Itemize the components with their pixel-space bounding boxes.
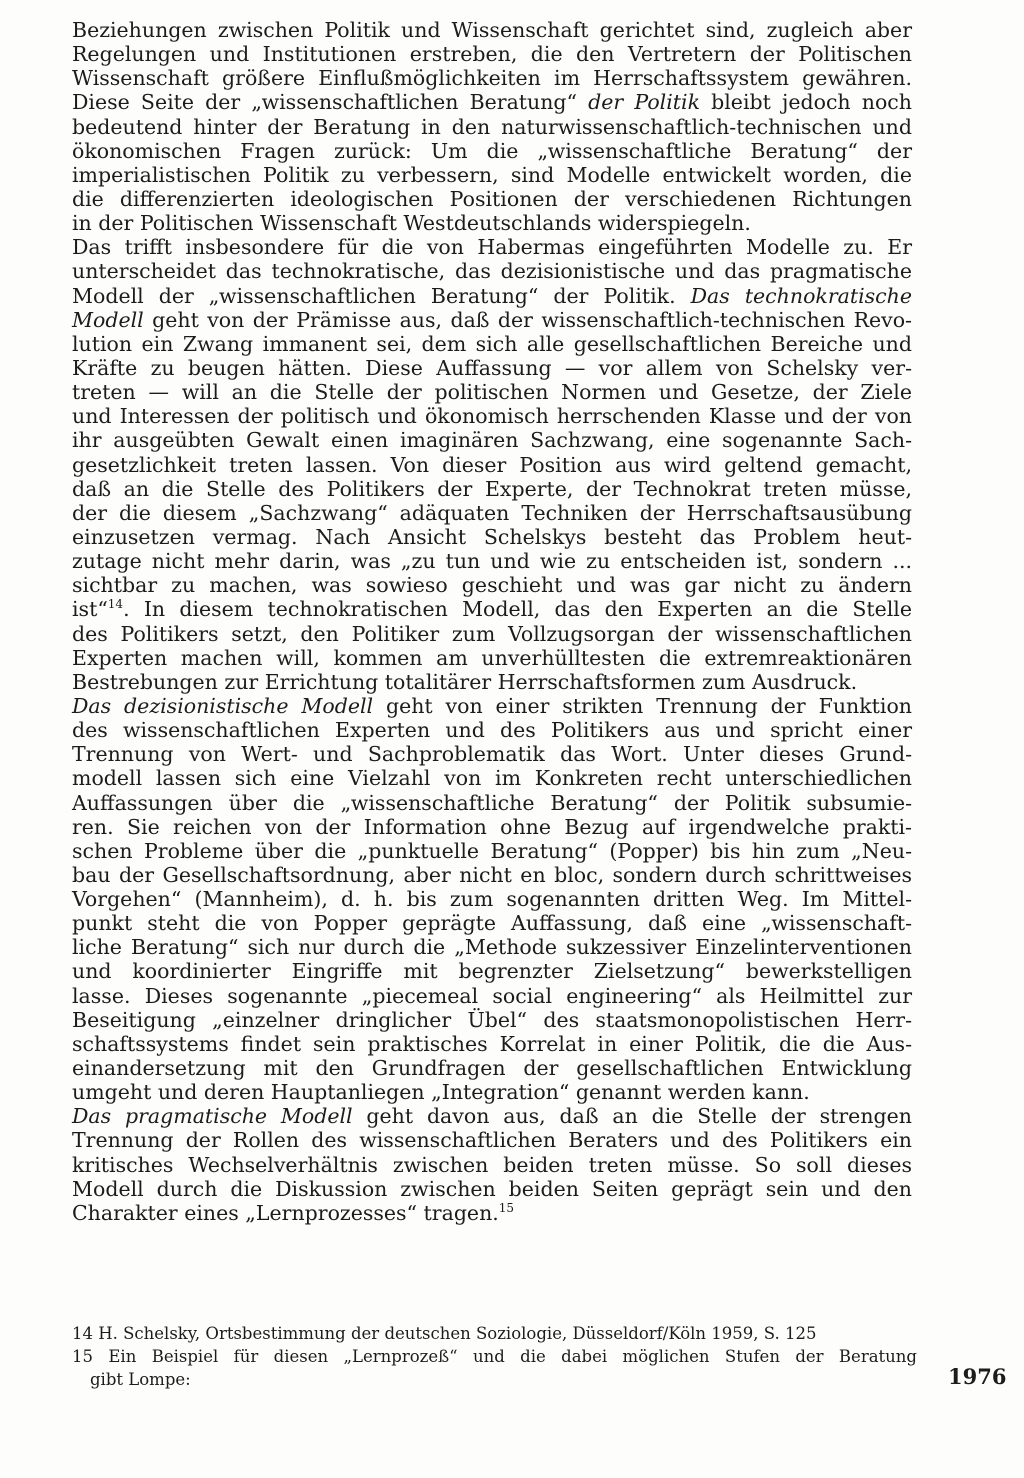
text-line: unterscheidet das technokratische, das dezisionistische und das pragmatische bbox=[72, 259, 912, 284]
text-line: Beziehungen zwischen Politik und Wissenschaft gerichtet sind, zugleich aber bbox=[72, 18, 912, 42]
text-line: Auffassungen über die „wissenschaftliche Beratung“ der Politik subsumie- bbox=[72, 790, 912, 815]
text-line: die differenzierten ideologischen Positionen der verschiedenen Richtungen bbox=[72, 186, 912, 211]
text-line: Modell geht von der Prämisse aus, daß der wissenschaftlich-technischen Revo- bbox=[72, 307, 912, 332]
text-line: bedeutend hinter der Beratung in den naturwissenschaftlich-technischen und bbox=[72, 114, 912, 139]
text-line: Das trifft insbesondere für die von Habermas eingeführten Modelle zu. Er bbox=[72, 235, 912, 260]
text-line: ihr ausgeübten Gewalt einen imaginären Sachzwang, eine sogenannte Sach- bbox=[72, 428, 912, 453]
text-line: Das pragmatische Modell geht davon aus, daß an die Stelle der strengen bbox=[72, 1104, 912, 1129]
text-line: umgeht und deren Hauptanliegen „Integration“ genannt werden kann. bbox=[72, 1080, 810, 1105]
text-line: kritisches Wechselverhältnis zwischen beiden treten müsse. So soll dieses bbox=[72, 1152, 912, 1177]
text-line: ist“$^{14}$. In diesem technokratischen Modell, das den Experten an die Stelle bbox=[72, 597, 912, 622]
text-line: zutage nicht mehr darin, was „zu tun und wie zu entscheiden ist, sondern ... bbox=[72, 549, 912, 574]
footnotes bbox=[72, 1322, 917, 1391]
text-line: punkt steht die von Popper geprägte Auffassung, daß eine „wissenschaft- bbox=[72, 911, 912, 936]
text-line: imperialistischen Politik zu verbessern, sind Modelle entwickelt worden, die bbox=[72, 162, 912, 187]
text-line: lasse. Dieses sogenannte „piecemeal social engineering“ als Heilmittel zur bbox=[72, 983, 912, 1008]
text-line: Modell der „wissenschaftlichen Beratung“ der Politik. Das technokratische bbox=[72, 283, 912, 308]
text-line: sichtbar zu machen, was sowieso geschieht und was gar nicht zu ändern bbox=[72, 573, 912, 598]
text-line: der die diesem „Sachzwang“ adäquaten Techniken der Herrschaftsausübung bbox=[72, 500, 912, 525]
text-line: einzusetzen vermag. Nach Ansicht Schelskys besteht das Problem heut- bbox=[72, 524, 912, 549]
text-line: Trennung der Rollen des wissenschaftlichen Beraters und des Politikers ein bbox=[72, 1128, 912, 1153]
text-line: gesetzlichkeit treten lassen. Von dieser Position aus wird geltend gemacht, bbox=[72, 452, 912, 477]
text-line: ökonomischen Fragen zurück: Um die „wissenschaftliche Beratung“ der bbox=[72, 138, 912, 163]
footnote-ref-15: 15 bbox=[498, 1201, 515, 1216]
footnote-15-continuation: gibt Lompe: bbox=[90, 1370, 191, 1389]
text-line: Das dezisionistische Modell geht von einer strikten Trennung der Funktion bbox=[72, 693, 912, 718]
text-line: des wissenschaftlichen Experten und des Politikers aus und spricht einer bbox=[72, 718, 912, 743]
text-line: des Politikers setzt, den Politiker zum Vollzugsorgan der wissenschaftlichen bbox=[72, 621, 912, 646]
text-line: treten — will an die Stelle der politischen Normen und Gesetze, der Ziele bbox=[72, 380, 912, 405]
text-line: in der Politischen Wissenschaft Westdeutschlands widerspiegeln. bbox=[72, 211, 751, 236]
text-line: Bestrebungen zur Errichtung totalitärer Herrschaftsformen zum Ausdruck. bbox=[72, 669, 858, 694]
text-line: Trennung von Wert- und Sachproblematik das Wort. Unter dieses Grund- bbox=[72, 742, 912, 767]
text-line: daß an die Stelle des Politikers der Experte, der Technokrat treten müsse, bbox=[72, 476, 912, 501]
text-line: Wissenschaft größere Einflußmöglichkeiten im Herrschaftssystem gewähren. bbox=[72, 66, 912, 91]
text-line: und Interessen der politisch und ökonomisch herrschenden Klasse und der von bbox=[72, 404, 912, 429]
text-line: und koordinierter Eingriffe mit begrenzter Zielsetzung“ bewerkstelligen bbox=[72, 959, 912, 984]
text-line: liche Beratung“ sich nur durch die „Methode sukzessiver Einzelinterventionen bbox=[72, 935, 912, 960]
footnote-14: 14 H. Schelsky, Ortsbestimmung der deutschen Soziologie, Düsseldorf/Köln 1959, S. 125 bbox=[72, 1324, 817, 1343]
text-line: einandersetzung mit den Grundfragen der gesellschaftlichen Entwicklung bbox=[72, 1056, 912, 1081]
body-text bbox=[72, 18, 912, 1225]
footnote-ref-14: 14 bbox=[107, 597, 124, 612]
text-line: Experten machen will, kommen am unverhülltesten die extremreaktionären bbox=[72, 645, 912, 670]
text-line: bau der Gesellschaftsordnung, aber nicht en bloc, sondern durch schrittweises bbox=[72, 862, 912, 887]
text-line: modell lassen sich eine Vielzahl von im Konkreten recht unterschiedlichen bbox=[72, 766, 912, 791]
text-line: schen Probleme über die „punktuelle Beratung“ (Popper) bis hin zum „Neu- bbox=[72, 838, 912, 863]
text-line: schaftssystems findet sein praktisches Korrelat in einer Politik, die die Aus- bbox=[72, 1031, 912, 1056]
page-number: 1976 bbox=[948, 1364, 1007, 1389]
text-line: Charakter eines „Lernprozesses“ tragen.$^{15}$ bbox=[72, 1200, 515, 1225]
text-line: Vorgehen“ (Mannheim), d. h. bis zum sogenannten dritten Weg. Im Mittel- bbox=[72, 887, 912, 912]
text-line: Modell durch die Diskussion zwischen beiden Seiten geprägt sein und den bbox=[72, 1176, 912, 1201]
text-line: Diese Seite der „wissenschaftlichen Beratung“ der Politik bleibt jedoch noch bbox=[72, 90, 912, 115]
text-line: Beseitigung „einzelner dringlicher Übel“ des staatsmonopolistischen Herr- bbox=[72, 1007, 912, 1032]
text-line: ren. Sie reichen von der Information ohne Bezug auf irgendwelche prakti- bbox=[72, 814, 912, 839]
text-line: Kräfte zu beugen hätten. Diese Auffassung — vor allem von Schelsky ver- bbox=[72, 355, 912, 380]
footnote-15: 15 Ein Beispiel für diesen „Lernprozeß“ und die dabei möglichen Stufen der Beratung bbox=[72, 1347, 917, 1366]
text-line: Regelungen und Institutionen erstreben, die den Vertretern der Politischen bbox=[72, 42, 912, 67]
text-line: lution ein Zwang immanent sei, dem sich alle gesellschaftlichen Bereiche und bbox=[72, 331, 912, 356]
